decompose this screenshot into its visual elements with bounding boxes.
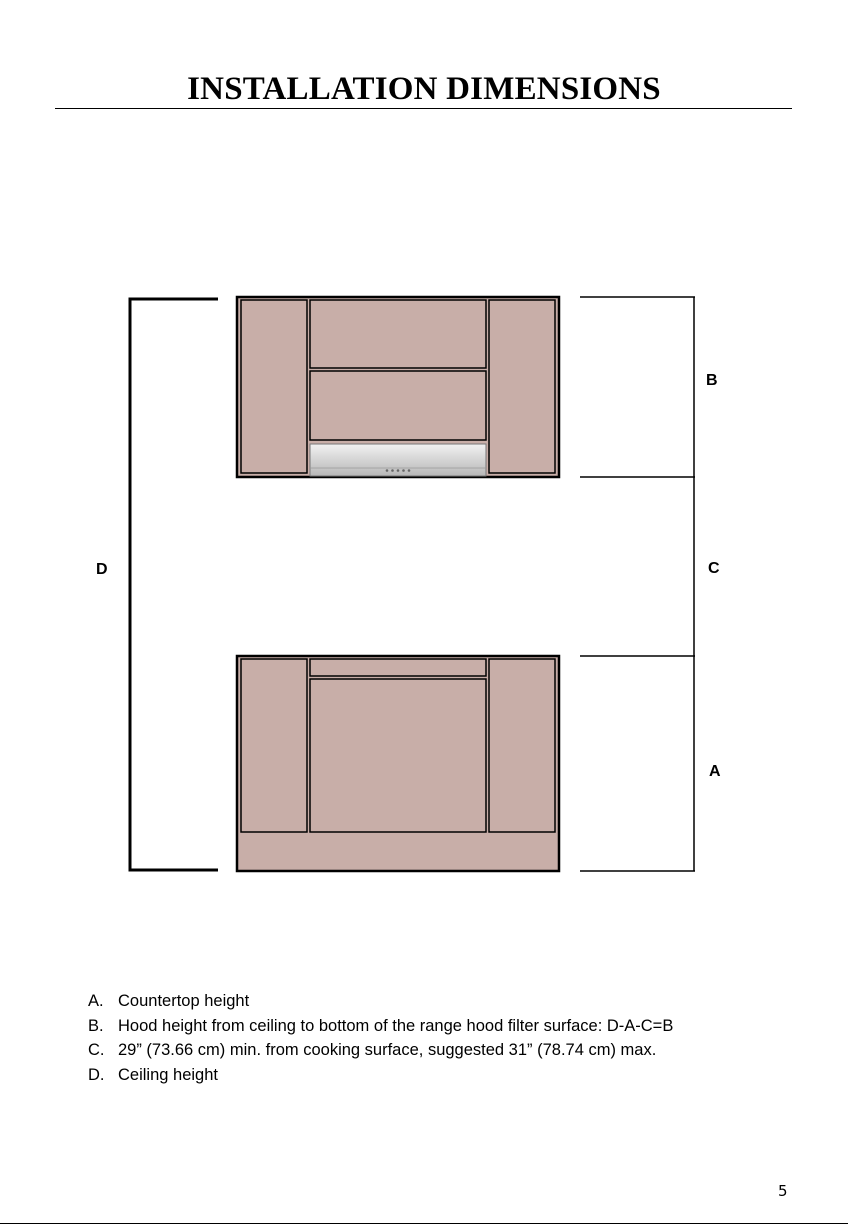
- upper-right-cabinet: [489, 300, 555, 473]
- legend-item-c: [88, 1038, 673, 1063]
- legend-letter: B.: [88, 1016, 104, 1035]
- dimension-d-bracket: [130, 299, 218, 870]
- legend-text: Ceiling height: [118, 1065, 218, 1084]
- hood-button: [402, 469, 405, 472]
- legend-letter: C.: [88, 1041, 105, 1059]
- hood-button: [386, 469, 389, 472]
- page-title: INSTALLATION DIMENSIONS: [187, 71, 661, 107]
- label-b: B: [706, 372, 718, 389]
- upper-center-cabinet-top: [310, 300, 486, 368]
- legend-text: Countertop height: [118, 992, 250, 1010]
- legend-item-b: [88, 1014, 673, 1039]
- legend-letter: D.: [88, 1065, 105, 1084]
- legend-item-a: [88, 989, 673, 1014]
- label-d: D: [96, 561, 108, 578]
- lower-cabinet-group: [237, 656, 559, 871]
- legend-letter: A.: [88, 992, 104, 1010]
- dimension-right-brackets: [580, 297, 695, 871]
- legend-item-d: [88, 1063, 673, 1088]
- label-a: A: [709, 763, 721, 780]
- legend-text: 29” (73.66 cm) min. from cooking surface, suggested 31” (78.74 cm) max.: [118, 1041, 657, 1059]
- page-number: 5: [778, 1182, 788, 1200]
- upper-left-cabinet: [241, 300, 307, 473]
- lower-right-cabinet: [489, 659, 555, 832]
- dimension-legend: [88, 989, 673, 1087]
- hood-button: [408, 469, 411, 472]
- d-bracket-line: [130, 299, 218, 870]
- hood-button: [397, 469, 400, 472]
- legend-text: Hood height from ceiling to bottom of the range hood filter surface: D-A-C=B: [118, 1016, 674, 1035]
- footer-rule: [0, 1223, 848, 1224]
- lower-center-drawer: [310, 659, 486, 676]
- label-c: C: [708, 560, 720, 577]
- upper-center-cabinet-bottom: [310, 371, 486, 440]
- lower-center-cabinet: [310, 679, 486, 832]
- hood-button: [391, 469, 394, 472]
- lower-left-cabinet: [241, 659, 307, 832]
- upper-cabinet-group: [237, 297, 559, 477]
- range-hood: [310, 444, 486, 476]
